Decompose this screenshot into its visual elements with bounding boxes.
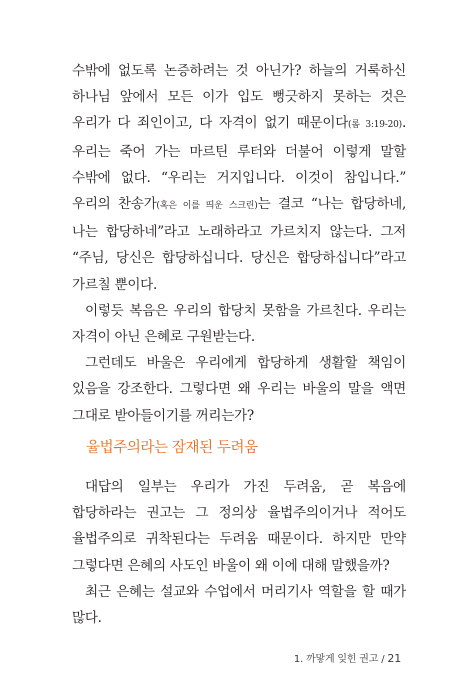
body-text-section-2 — [72, 474, 406, 631]
footer-separator: / — [381, 654, 385, 665]
body-text-section-1 — [72, 58, 406, 429]
paragraph-text: . 우리는 죽어 가는 마르틴 루터와 더불어 이렇게 말할 수밖에 없다. “우리는 거지입니다. 이것이 참입니다.” 우리의 찬송가 — [72, 115, 406, 213]
paragraph-text: 는 결코 “나는 합당하네, 나는 합당하네”라고 노래하라고 가르치지 않는다. 그저 “주님, 당신은 합당하십니다. 당신은 합당하십니다”라고 가르칠 뿐이다. — [72, 196, 407, 293]
chapter-title: 1. 까맣게 잊힌 권고 — [293, 654, 379, 665]
parenthetical-note: (혹은 이를 띄운 스크린) — [156, 201, 258, 212]
running-footer — [294, 650, 401, 665]
paragraph: 최근 은혜는 설교와 수업에서 머리기사 역할을 할 때가 많다. — [72, 583, 406, 627]
paragraph: 대답의 일부는 우리가 가진 두려움, 곧 복음에 합당하라는 권고는 그 정의상 율법주의이거나 적어도 율법주의로 귀착된다는 두려움 때문이다. 하지만 만약 그렇다면 은혜의 사도인 바울이 왜 이에 대해 말했을까? — [72, 479, 406, 574]
paragraph — [72, 58, 406, 298]
paragraph: 이렇듯 복음은 우리의 합당치 못함을 가르친다. 우리는 자격이 아닌 은혜로 구원받는다. — [72, 302, 406, 346]
page-number: 21 — [387, 652, 401, 665]
paragraph: 그런데도 바울은 우리에게 합당하게 생활할 책임이 있음을 강조한다. 그렇다면 왜 우리는 바울의 말을 액면 그대로 받아들이기를 꺼리는가? — [72, 355, 406, 424]
scripture-reference: (롬 3:19-20) — [348, 120, 402, 131]
section-heading: 율법주의라는 잠재된 두려움 — [86, 440, 258, 456]
paragraph-text: 수밖에 없도록 논증하려는 것 아닌가? 하늘의 거룩하신 하나님 앞에서 모든 이가 입도 뻥긋하지 못하는 것은 우리가 다 죄인이고, 다 자격이 없기 때문이다 — [72, 63, 406, 132]
